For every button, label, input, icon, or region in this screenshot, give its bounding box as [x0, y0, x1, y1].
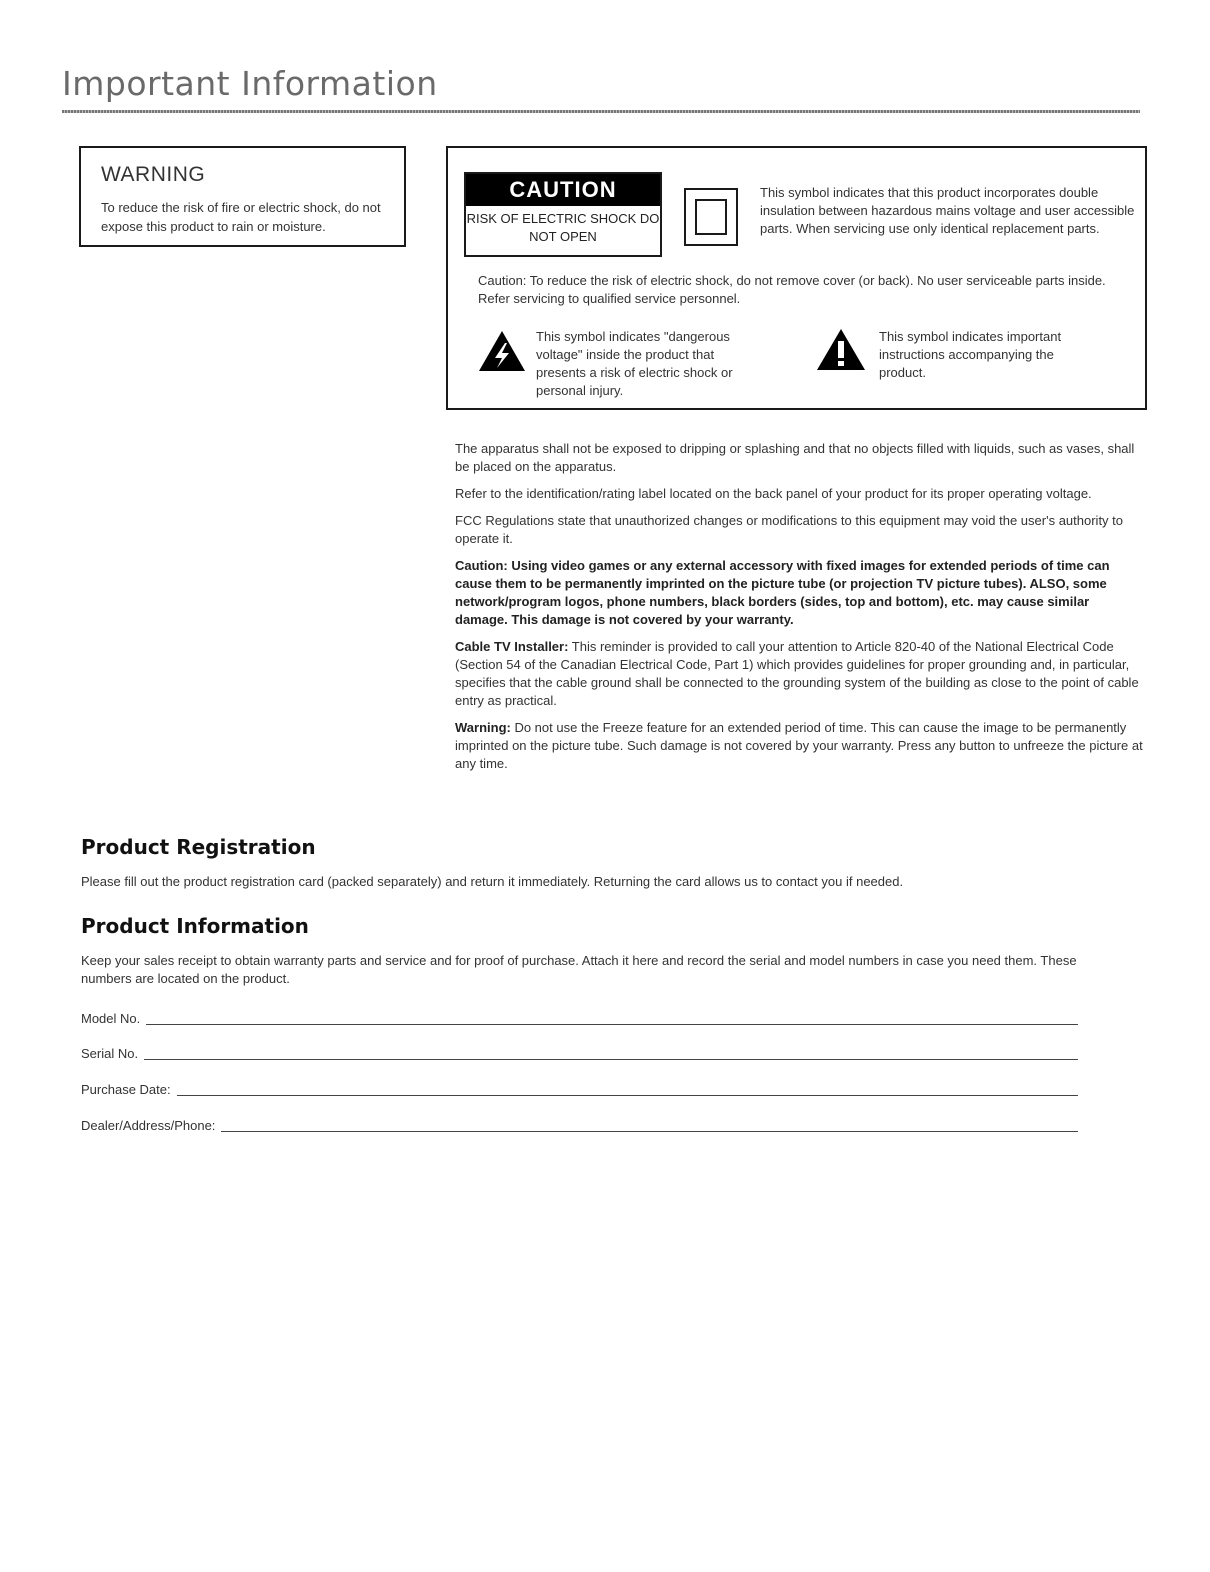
purchase-date-field[interactable]	[81, 1079, 1078, 1099]
freeze-warning-text: Do not use the Freeze feature for an extended period of time. This can cause the image to be permanently imprinted on the picture tube. Such damage is not covered by your warranty. Press any button to unfreeze the picture at any time.	[455, 720, 1143, 771]
serial-number-field[interactable]	[81, 1043, 1078, 1063]
paragraph-rating-label: Refer to the identification/rating label located on the back panel of your product for its proper operating voltage.	[455, 486, 1092, 501]
body-column	[455, 440, 1145, 782]
warning-text: To reduce the risk of fire or electric shock, do not expose this product to rain or moisture.	[101, 200, 381, 234]
paragraph-caution-video-games: Caution: Using video games or any external accessory with fixed images for extended periods of time can cause them to be permanently imprinted on the picture tube (or projection TV picture tubes). ALSO, some network/program logos, phone numbers, black borders (sides, top and bottom), etc. may cause similar damage. This damage is not covered by your warranty.	[455, 558, 1110, 627]
registration-text: Please fill out the product registration card (packed separately) and return it immediately. Returning the card allows us to contact you if needed.	[81, 874, 904, 889]
important-instructions-icon	[816, 328, 866, 371]
dealer-line[interactable]	[221, 1117, 1078, 1132]
warning-box	[79, 146, 406, 247]
paragraph-cable-installer	[455, 638, 1145, 710]
title-divider	[62, 110, 1140, 113]
model-number-line[interactable]	[146, 1010, 1078, 1025]
dealer-field[interactable]	[81, 1115, 1078, 1135]
purchase-date-line[interactable]	[177, 1081, 1078, 1096]
warning-title: WARNING	[101, 163, 206, 186]
paragraph-dripping: The apparatus shall not be exposed to dripping or splashing and that no objects filled with liquids, such as vases, shall be placed on the apparatus.	[455, 441, 1135, 474]
voltage-symbol-text: This symbol indicates "dangerous voltage" inside the product that presents a risk of electric shock or personal injury.	[536, 329, 733, 398]
cable-installer-label: Cable TV Installer:	[455, 639, 569, 654]
double-insulation-text: This symbol indicates that this product incorporates double insulation between hazardous mains voltage and user accessible parts. When servicing use only identical replacement parts.	[760, 185, 1135, 236]
dealer-label: Dealer/Address/Phone:	[81, 1118, 216, 1133]
serial-number-label: Serial No.	[81, 1046, 139, 1061]
double-insulation-icon	[684, 188, 738, 246]
caution-description: Caution: To reduce the risk of electric shock, do not remove cover (or back). No user serviceable parts inside. Refer servicing to qualified service personnel.	[478, 273, 1106, 306]
purchase-date-label: Purchase Date:	[81, 1082, 171, 1097]
registration-heading: Product Registration	[81, 835, 316, 859]
instructions-symbol-text: This symbol indicates important instructions accompanying the product.	[879, 329, 1062, 380]
information-heading: Product Information	[81, 914, 309, 938]
caution-sublabel	[466, 206, 660, 246]
cable-installer-text: This reminder is provided to call your attention to Article 820-40 of the National Electrical Code (Section 54 of the Canadian Electrical Code, Part 1) which provides guidelines for proper grounding and, in particular, specifies that the cable ground shall be connected to the grounding system of the building as close to the point of cable entry as practical.	[455, 639, 1139, 708]
caution-sublabel-line1: RISK OF ELECTRIC SHOCK DO	[466, 211, 660, 226]
information-text: Keep your sales receipt to obtain warranty parts and service and for proof of purchase. Attach it here and record the serial and model numbers in case you need them. These numbers are located on the product.	[81, 953, 1077, 986]
caution-header: CAUTION	[466, 174, 660, 206]
caution-box	[446, 146, 1147, 410]
paragraph-freeze-warning	[455, 719, 1145, 773]
serial-number-line[interactable]	[144, 1045, 1078, 1060]
dangerous-voltage-icon	[478, 330, 526, 372]
model-number-label: Model No.	[81, 1011, 141, 1026]
freeze-warning-label: Warning:	[455, 720, 511, 735]
page-title: Important Information	[62, 64, 438, 103]
caution-label	[464, 172, 662, 257]
caution-sublabel-line2: NOT OPEN	[529, 229, 597, 244]
paragraph-fcc: FCC Regulations state that unauthorized changes or modifications to this equipment may void the user's authority to operate it.	[455, 513, 1124, 546]
model-number-field[interactable]	[81, 1008, 1078, 1028]
